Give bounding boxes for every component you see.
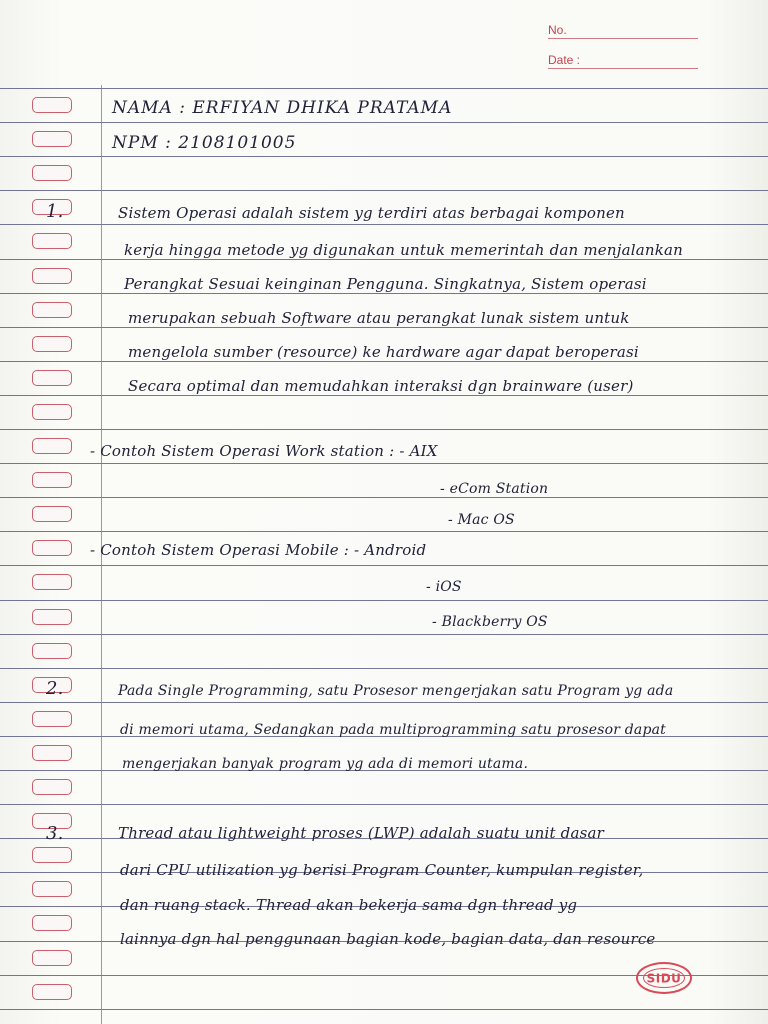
answer-3-line: Thread atau lightweight proses (LWP) adalah suatu unit dasar (118, 824, 604, 842)
ruled-line (0, 122, 768, 123)
margin-tab (32, 438, 72, 454)
answer-2-line: Pada Single Programming, satu Prosesor mengerjakan satu Program yg ada (118, 683, 674, 699)
mobile-examples-label: - Contoh Sistem Operasi Mobile : - Android (90, 541, 427, 559)
answer-1-line: Sistem Operasi adalah sistem yg terdiri atas berbagai komponen (118, 204, 625, 222)
margin-tab (32, 779, 72, 795)
margin-tab (32, 404, 72, 420)
sidu-logo-icon (647, 971, 681, 985)
ruled-line (0, 156, 768, 157)
answer-2-line: di memori utama, Sedangkan pada multiprogramming satu prosesor dapat (120, 722, 667, 738)
ruled-line (0, 804, 768, 805)
margin-tab (32, 609, 72, 625)
workstation-example-item: - Mac OS (448, 512, 515, 528)
margin-tab (32, 915, 72, 931)
margin-tab (32, 540, 72, 556)
workstation-examples-label: - Contoh Sistem Operasi Work station : - AIX (90, 442, 438, 460)
ruled-line (0, 88, 768, 89)
date-label: Date : (548, 53, 581, 67)
workstation-example-item: - eCom Station (440, 481, 549, 497)
margin-tab (32, 472, 72, 488)
ruled-line (0, 634, 768, 635)
answer-1-line: kerja hingga metode yg digunakan untuk memerintah dan menjalankan (124, 241, 684, 259)
answer-2-line: mengerjakan banyak program yg ada di memori utama. (122, 756, 529, 772)
answer-1-line: mengelola sumber (resource) ke hardware agar dapat beroperasi (128, 343, 639, 361)
answer-3-line: lainnya dgn hal penggunaan bagian kode, bagian data, dan resource (120, 930, 656, 948)
margin-tab (32, 643, 72, 659)
margin-tab (32, 97, 72, 113)
ruled-line (0, 1009, 768, 1010)
answer-1-number: 1. (46, 201, 64, 222)
ruled-line (0, 702, 768, 703)
ruled-line (0, 531, 768, 532)
margin-tab (32, 506, 72, 522)
margin-tab (32, 950, 72, 966)
student-name: NAMA : ERFIYAN DHIKA PRATAMA (112, 98, 453, 118)
margin-tab (32, 984, 72, 1000)
number-label: No. (548, 23, 567, 37)
margin-tab (32, 881, 72, 897)
svg-text:SIDU: SIDU (647, 971, 681, 985)
answer-1-line: merupakan sebuah Software atau perangkat lunak sistem untuk (128, 309, 630, 327)
ruled-line (0, 565, 768, 566)
answer-3-line: dari CPU utilization yg berisi Program Counter, kumpulan register, (120, 861, 644, 879)
student-npm: NPM : 2108101005 (112, 133, 297, 153)
ruled-line (0, 668, 768, 669)
margin-tab (32, 711, 72, 727)
ruled-line (0, 429, 768, 430)
date-field (548, 52, 698, 69)
margin-tab (32, 302, 72, 318)
sidu-logo-stamp (636, 962, 692, 994)
margin-tab (32, 370, 72, 386)
answer-2-number: 2. (46, 678, 64, 699)
answer-1-line: Secara optimal dan memudahkan interaksi dgn brainware (user) (128, 377, 634, 395)
margin-tab (32, 131, 72, 147)
margin-tab (32, 165, 72, 181)
margin-tab (32, 574, 72, 590)
number-field (548, 22, 698, 39)
ruled-line (0, 463, 768, 464)
margin-tab (32, 745, 72, 761)
ruled-line (0, 395, 768, 396)
margin-tab (32, 268, 72, 284)
margin-tab (32, 233, 72, 249)
answer-3-line: dan ruang stack. Thread akan bekerja sama dgn thread yg (120, 896, 578, 914)
ruled-line (0, 497, 768, 498)
answer-3-number: 3. (46, 823, 64, 844)
margin-tab (32, 847, 72, 863)
ruled-line (0, 224, 768, 225)
mobile-example-item: - Blackberry OS (432, 614, 548, 630)
margin-tab (32, 336, 72, 352)
answer-1-line: Perangkat Sesuai keinginan Pengguna. Singkatnya, Sistem operasi (124, 275, 647, 293)
ruled-line (0, 190, 768, 191)
ruled-line (0, 600, 768, 601)
mobile-example-item: - iOS (426, 579, 462, 595)
